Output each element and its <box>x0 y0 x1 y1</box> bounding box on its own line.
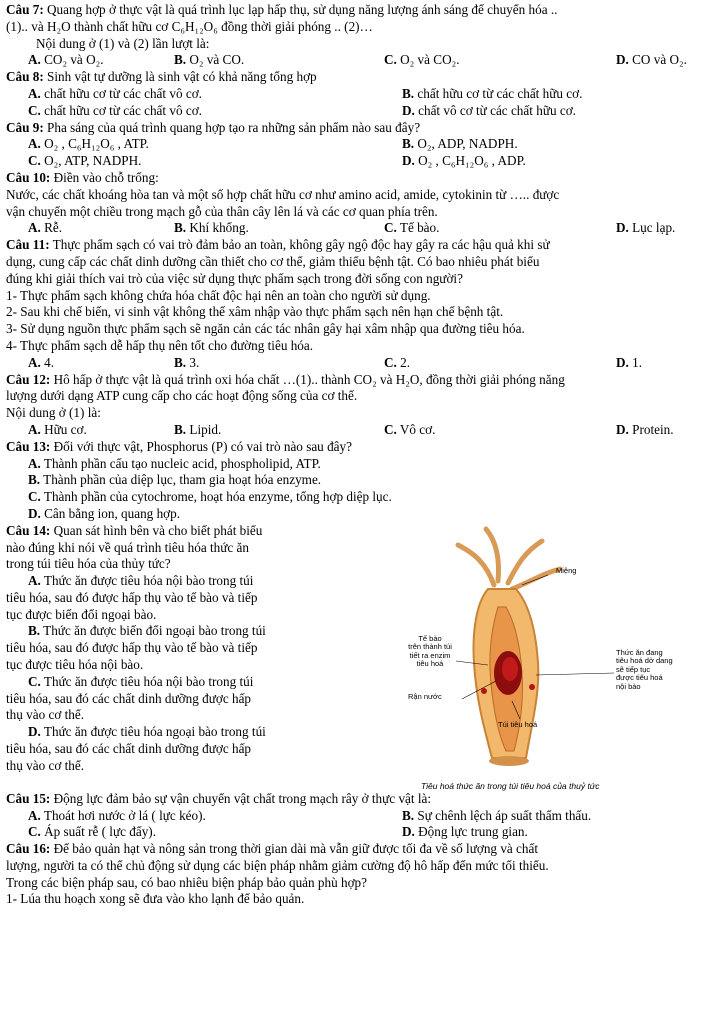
question-text-cont: lượng, người ta có thể chủ động sử dụng các biện pháp nhằm giảm cường độ hô hấp đến mức tối thiểu. <box>6 857 549 873</box>
question-10 <box>6 170 702 187</box>
statement-item: 2- Sau khi chế biến, vi sinh vật không thể xâm nhập vào thực phẩm sạch nên hạn chế bệnh tật. <box>6 304 504 320</box>
option-d[interactable]: D. Thức ăn được tiêu hóa ngoại bào trong túi tiêu hóa, sau đó các chất dinh dưỡng được hấp thụ vào cơ thể. <box>6 724 266 773</box>
option-d[interactable]: D. Cân bằng ion, quang hợp. <box>28 505 181 521</box>
option-d[interactable]: D. 1. <box>616 354 643 370</box>
question-7 <box>6 2 702 19</box>
question-number: Câu 7: <box>6 2 44 17</box>
option-a[interactable]: A. Hữu cơ. <box>28 421 87 437</box>
option-d[interactable]: D. CO và O₂. <box>616 52 687 68</box>
option-c[interactable]: C. Vô cơ. <box>384 421 436 437</box>
option-b[interactable]: B. Thức ăn được biến đổi ngoại bào trong túi tiêu hóa, sau đó được hấp thụ vào tế bào và tiếp tục được tiêu hóa nội bào. <box>6 623 266 673</box>
option-c[interactable]: C. O₂ và CO₂. <box>384 52 460 68</box>
question-number: Câu 15: <box>6 790 51 806</box>
question-text: Sinh vật tự dưỡng là sinh vật có khả năng tổng hợp <box>43 69 317 85</box>
question-subprompt: Nội dung ở (1) là: <box>6 405 101 421</box>
options-row <box>6 808 702 825</box>
question-number: Câu 14: <box>6 522 51 538</box>
options-row <box>6 422 702 439</box>
statement-item: 4- Thực phẩm sạch dễ hấp thụ nên tốt cho đường tiêu hóa. <box>6 337 314 353</box>
question-number: Câu 11: <box>6 237 50 253</box>
question-8 <box>6 69 702 86</box>
option-c[interactable]: C. 2. <box>384 354 411 370</box>
figure-caption: Tiêu hoá thức ăn trong túi tiêu hoá của thuỷ tức <box>421 780 600 791</box>
question-number: Câu 12: <box>6 371 51 387</box>
question-text-cont: Trong các biện pháp sau, có bao nhiêu biện pháp bảo quản phù hợp? <box>6 874 367 890</box>
label-secreting-cells: Tế bào trên thành túi tiết ra enzim tiêu hoá <box>408 633 452 669</box>
question-number: Câu 16: <box>6 841 51 857</box>
question-14 <box>6 523 702 791</box>
question-text: Để bảo quản hạt và nông sản trong thời gian dài mà vẫn giữ được tối đa về số lượng và chất <box>50 841 539 857</box>
question-text: Thực phẩm sạch có vai trò đảm bảo an toàn, không gây ngộ độc hay gây ra các hậu quả khi sử <box>49 237 550 253</box>
label-digestive-sac: Túi tiêu hoá <box>498 719 538 729</box>
question-subprompt: Nội dung ở (1) và (2) lần lượt là: <box>36 35 210 51</box>
option-c[interactable]: C. Áp suất rễ ( lực đẩy). <box>28 824 156 840</box>
option-d[interactable]: D. Protein. <box>616 421 674 437</box>
option-d[interactable]: D. Lục lạp. <box>616 220 676 236</box>
option-d[interactable]: D. O₂ , C₆H₁₂O₆ , ADP. <box>402 153 526 169</box>
option-b[interactable]: B. O₂ và CO. <box>174 52 245 68</box>
question-body: Nước, các chất khoáng hòa tan và một số hợp chất hữu cơ như amino acid, amide, cytokinin từ ….. được <box>6 186 560 202</box>
option-c[interactable]: C. Thành phần của cytochrome, hoạt hóa enzyme, tổng hợp diệp lục. <box>28 489 392 505</box>
option-c[interactable]: C. Tế bào. <box>384 220 440 236</box>
question-text-cont: đúng khi giải thích vai trò của việc sử dụng thực phẩm sạch trong đời sống con người? <box>6 270 463 286</box>
options-row <box>6 103 702 120</box>
options-row <box>6 52 702 69</box>
options-row <box>6 824 702 841</box>
question-number: Câu 13: <box>6 438 51 454</box>
question-number: Câu 9: <box>6 119 44 135</box>
option-b[interactable]: B. Thành phần của diệp lục, tham gia hoạt hóa enzyme. <box>28 472 322 488</box>
exam-page <box>6 2 702 908</box>
question-number: Câu 10: <box>6 169 51 185</box>
question-number: Câu 8: <box>6 69 44 85</box>
option-a[interactable]: A. O₂ , C₆H₁₂O₆ , ATP. <box>28 136 149 152</box>
question-text: Điền vào chỗ trống: <box>50 169 159 185</box>
question-text: Đối với thực vật, Phosphorus (P) có vai trò nào sau đây? <box>50 438 352 454</box>
option-a[interactable]: A. 4. <box>28 354 55 370</box>
option-b[interactable]: B. Lipid. <box>174 421 222 437</box>
option-b[interactable]: B. O₂, ADP, NADPH. <box>402 136 518 152</box>
option-a[interactable]: A. Thức ăn được tiêu hóa nội bào trong túi tiêu hóa, sau đó được hấp thụ vào tế bào và tiếp tục được biến đổi ngoại bào. <box>6 573 258 622</box>
question-text: Pha sáng của quá trình quang hợp tạo ra những sản phẩm nào sau đây? <box>43 119 421 135</box>
option-a[interactable]: A. CO₂ và O₂. <box>28 52 104 68</box>
option-b[interactable]: B. Sự chênh lệch áp suất thẩm thấu. <box>402 807 592 823</box>
hydra-digestion-figure <box>376 523 702 791</box>
options-row <box>6 220 702 237</box>
question-text: Quan sát hình bên và cho biết phát biểu <box>50 522 263 538</box>
question-text: Hô hấp ở thực vật là quá trình oxi hóa chất …(1).. thành CO₂ và H₂O, đồng thời giải phóng năng <box>50 371 565 387</box>
option-a[interactable]: A. Rễ. <box>28 220 63 236</box>
question-text-cont: trong túi tiêu hóa của thủy tức? <box>6 556 171 572</box>
question-11 <box>6 237 702 254</box>
question-body: vận chuyển một chiều trong mạch gỗ của thân cây lên lá và các cơ quan phía trên. <box>6 203 438 219</box>
option-c[interactable]: C. Thức ăn được tiêu hóa nội bào trong túi tiêu hóa, sau đó các chất dinh dưỡng được hấp thụ vào cơ thể. <box>6 673 254 723</box>
question-text-cont: nào đúng khi nói về quá trình tiêu hóa thức ăn <box>6 539 250 555</box>
options-row <box>6 86 702 103</box>
option-a[interactable]: A. Thoát hơi nước ở lá ( lực kéo). <box>28 807 206 823</box>
option-c[interactable]: C. O₂, ATP, NADPH. <box>28 153 142 169</box>
question-text-cont: lượng dưới dạng ATP cung cấp cho các hoạt động sống của cơ thể. <box>6 388 358 404</box>
question-text-cont: (1).. và H₂O thành chất hữu cơ C₆H₁₂O₆ đồng thời giải phóng .. (2)… <box>6 18 373 34</box>
options-row <box>6 136 702 153</box>
question-14-text <box>6 523 376 791</box>
question-text: Động lực đảm bảo sự vận chuyển vật chất trong mạch rây ở thực vật là: <box>50 790 432 806</box>
label-mouth: Miệng <box>556 565 577 575</box>
option-b[interactable]: B. Khí khổng. <box>174 220 249 236</box>
options-row <box>6 355 702 372</box>
question-9 <box>6 120 702 137</box>
options-row <box>6 153 702 170</box>
question-12 <box>6 372 702 389</box>
statement-item: 1- Lúa thu hoạch xong sẽ đưa vào kho lạnh để bảo quản. <box>6 891 305 907</box>
label-water-flea: Rận nước <box>408 691 442 701</box>
question-13 <box>6 439 702 456</box>
label-partially-digested-food: Thức ăn đang tiêu hoá dở dang sẽ tiếp tục được tiêu hoá nội bào <box>616 647 673 691</box>
question-text-cont: dụng, cung cấp các chất dinh dưỡng cần thiết cho cơ thể, giảm thiểu bệnh tật. Có bao nhiêu phát biểu <box>6 253 540 269</box>
question-text: Quang hợp ở thực vật là quá trình lục lạp hấp thụ, sử dụng năng lượng ánh sáng để chuyển hóa .. <box>43 2 558 17</box>
statement-item: 3- Sử dụng nguồn thực phẩm sạch sẽ ngăn cản các tác nhân gây hại xâm nhập qua đường tiêu hóa. <box>6 321 525 337</box>
statement-item: 1- Thực phẩm sạch không chứa hóa chất độc hại nên an toàn cho người sử dụng. <box>6 287 431 303</box>
option-a[interactable]: A. chất hữu cơ từ các chất vô cơ. <box>28 85 202 101</box>
question-16 <box>6 841 702 858</box>
option-d[interactable]: D. Động lực trung gian. <box>402 824 528 840</box>
option-b[interactable]: B. chất hữu cơ từ các chất hữu cơ. <box>402 85 583 101</box>
option-c[interactable]: C. chất hữu cơ từ các chất vô cơ. <box>28 102 202 118</box>
option-d[interactable]: D. chất vô cơ từ các chất hữu cơ. <box>402 102 576 118</box>
option-b[interactable]: B. 3. <box>174 354 200 370</box>
option-a[interactable]: A. Thành phần cấu tạo nucleic acid, phospholipid, ATP. <box>28 455 321 471</box>
